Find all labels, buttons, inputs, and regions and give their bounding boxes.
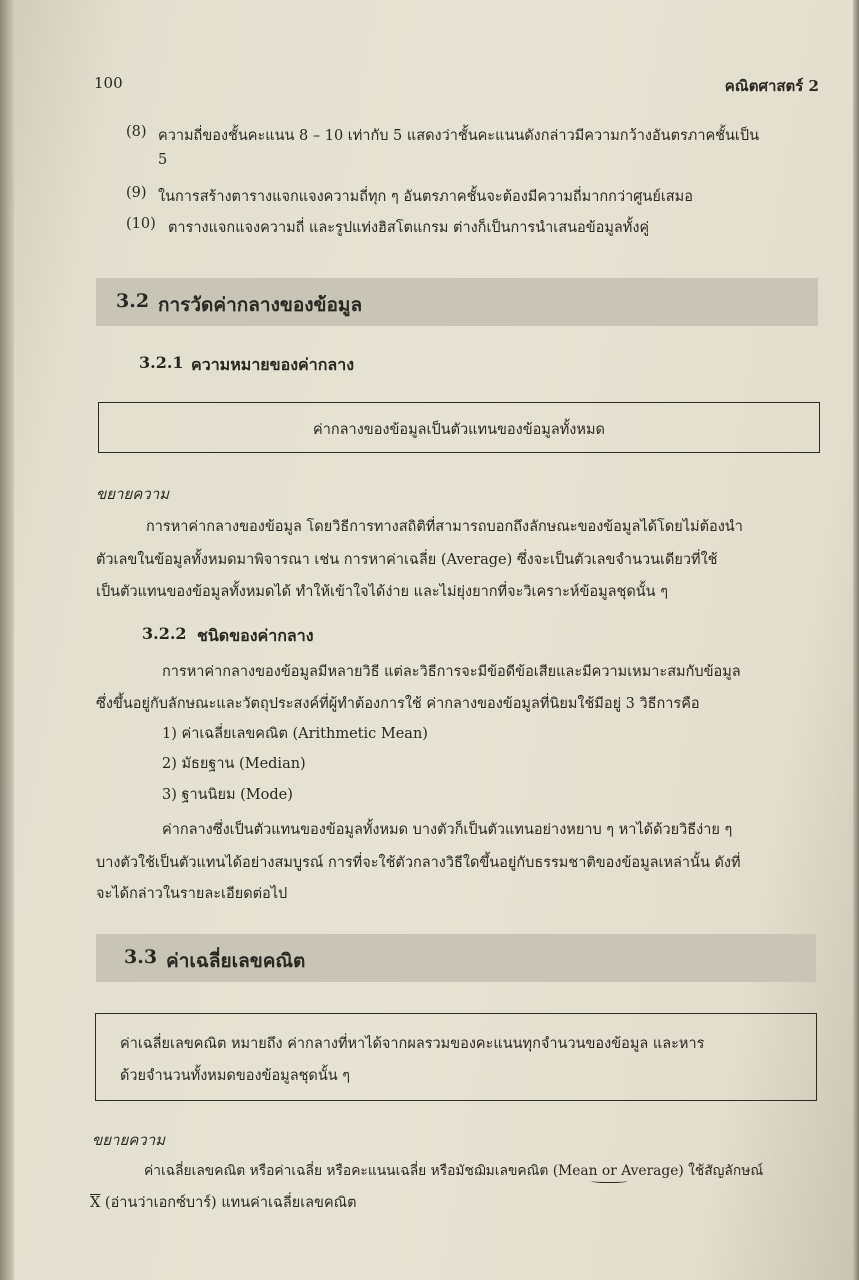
paragraph-line: ค่าเฉลี่ยเลขคณิต หรือค่าเฉลี่ย หรือคะแนนเฉลี่ย หรือมัชฌิมเลขคณิต (Mean or Average) ใช้สัญลักษณ์ — [144, 1163, 764, 1179]
section-heading-band — [96, 934, 816, 982]
paragraph-line: ค่ากลางซึ่งเป็นตัวแทนของข้อมูลทั้งหมด บางตัวก็เป็นตัวแทนอย่างหยาบ ๆ หาได้ด้วยวิธีง่าย ๆ — [162, 822, 733, 838]
paragraph-line: ตัวเลขในข้อมูลทั้งหมดมาพิจารณา เช่น การหาค่าเฉลี่ย (Average) ซึ่งจะเป็นตัวเลขจำนวนเดียวที่ใช้ — [96, 552, 718, 568]
item-text: ตารางแจกแจงความถี่ และรูปแท่งฮิสโตแกรม ต่างก็เป็นการนำเสนอข้อมูลทั้งคู่ — [168, 220, 650, 236]
paragraph-line: บางตัวใช้เป็นตัวแทนได้อย่างสมบูรณ์ การที่จะใช้ตัวกลางวิธีใดขึ้นอยู่กับธรรมชาติของข้อมูลเหล่านั้น ดังที่ — [96, 855, 741, 871]
paragraph-line: เป็นตัวแทนของข้อมูลทั้งหมดได้ ทำให้เข้าใจได้ง่าย และไม่ยุ่งยากที่จะวิเคราะห์ข้อมูลชุดนั้น ๆ — [96, 584, 668, 600]
explain-heading: ขยายความ — [92, 1131, 166, 1149]
subsection-title: ความหมายของค่ากลาง — [191, 355, 355, 374]
running-header-title: คณิตศาสตร์ 2 — [724, 77, 819, 95]
page-number: 100 — [94, 74, 123, 92]
item-text: ความถี่ของชั้นคะแนน 8 – 10 เท่ากับ 5 แสดงว่าชั้นคะแนนดังกล่าวมีความกว้างอันตรภาคชั้นเป็น — [158, 128, 760, 144]
subsection-number: 3.2.1 — [139, 353, 184, 372]
paragraph-line: การหาค่ากลางของข้อมูล โดยวิธีการทางสถิติที่สามารถบอกถึงลักษณะของข้อมูลได้โดยไม่ต้องนำ — [146, 519, 743, 535]
paragraph-line: การหาค่ากลางของข้อมูลมีหลายวิธี แต่ละวิธีการจะมีข้อดีข้อเสียและมีความเหมาะสมกับข้อมูล — [162, 664, 741, 680]
item-text-continuation: 5 — [158, 152, 168, 168]
section-number: 3.2 — [116, 290, 150, 312]
method-item: 2) มัธยฐาน (Median) — [162, 756, 306, 772]
pen-underline-mark — [591, 1178, 627, 1183]
section-title: ค่าเฉลี่ยเลขคณิต — [166, 950, 306, 972]
section-number: 3.3 — [124, 946, 158, 968]
item-text: ในการสร้างตารางแจกแจงความถี่ทุก ๆ อันตรภาคชั้นจะต้องมีความถี่มากกว่าศูนย์เสมอ — [158, 189, 693, 205]
subsection-number: 3.2.2 — [142, 624, 187, 643]
page-shadow-right — [853, 0, 859, 1280]
definition-box — [98, 402, 820, 453]
section-heading-band — [96, 278, 818, 326]
item-number: (8) — [126, 124, 147, 140]
definition-text: ค่ากลางของข้อมูลเป็นตัวแทนของข้อมูลทั้งหมด — [313, 422, 605, 438]
method-item: 3) ฐานนิยม (Mode) — [162, 787, 293, 803]
paragraph-line: จะได้กล่าวในรายละเอียดต่อไป — [96, 886, 288, 902]
paragraph-line: ซึ่งขึ้นอยู่กับลักษณะและวัตถุประสงค์ที่ผู้ทำต้องการใช้ ค่ากลางของข้อมูลที่นิยมใช้มีอยู่ 3 วิธีการคือ — [96, 696, 700, 712]
subsection-title: ชนิดของค่ากลาง — [197, 626, 314, 645]
definition-box — [95, 1013, 817, 1101]
method-item: 1) ค่าเฉลี่ยเลขคณิต (Arithmetic Mean) — [162, 726, 428, 742]
section-title: การวัดค่ากลางของข้อมูล — [158, 294, 363, 316]
definition-text: ค่าเฉลี่ยเลขคณิต หมายถึง ค่ากลางที่หาได้จากผลรวมของคะแนนทุกจำนวนของข้อมูล และหาร — [120, 1036, 705, 1052]
page-shadow-left — [0, 0, 14, 1280]
symbol-description: (อ่านว่าเอกซ์บาร์) แทนค่าเฉลี่ยเลขคณิต — [100, 1195, 357, 1211]
item-number: (10) — [126, 216, 156, 232]
x-bar-symbol: $\overline{X}$ — [90, 1195, 101, 1211]
definition-text: ด้วยจำนวนทั้งหมดของข้อมูลชุดนั้น ๆ — [120, 1068, 351, 1084]
item-number: (9) — [126, 185, 147, 201]
paragraph-line — [90, 1191, 357, 1214]
explain-heading: ขยายความ — [96, 485, 170, 503]
